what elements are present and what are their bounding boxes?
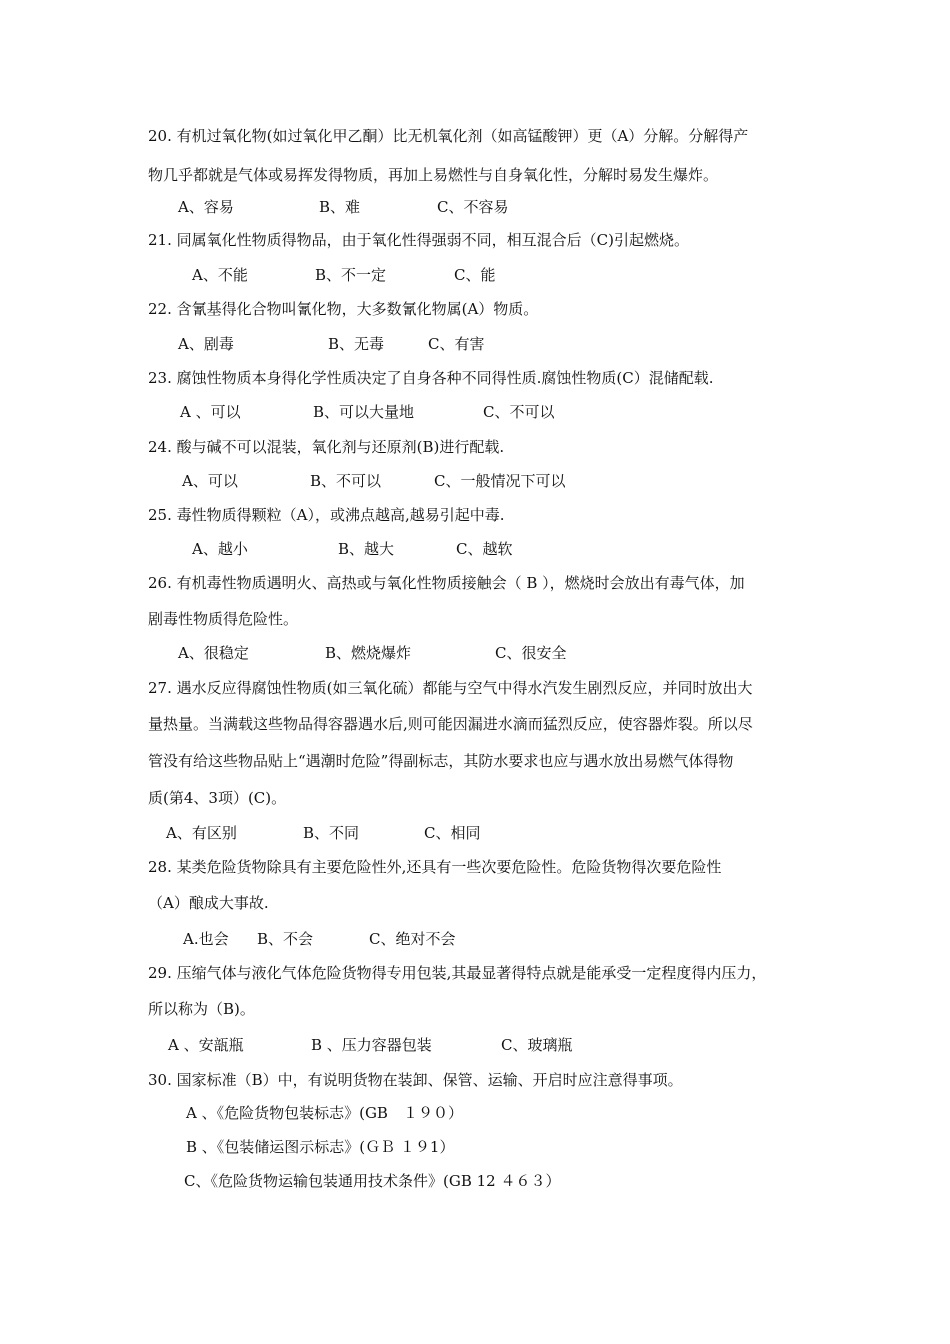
option-a: A、可以 [182,472,238,490]
question-26-line-1: 26. 有机毒性物质遇明火、高热或与氧化性物质接触会（ B ），燃烧时会放出有毒气体，加 [148,574,745,592]
option-a: A 、可以 [180,403,241,421]
option-b: B、无毒 [328,335,385,353]
option-a: A、不能 [192,266,248,284]
option-a: A、剧毒 [178,335,234,353]
option-b: B、燃烧爆炸 [325,644,412,662]
question-30-option-b: B 、《包装储运图示标志》(ＧＢ １９1） [186,1138,455,1156]
option-a: A 、安瓿瓶 [168,1036,244,1054]
option-b: B、不一定 [315,266,387,284]
question-27-line-3: 管没有给这些物品贴上“遇潮时危险”得副标志，其防水要求也应与遇水放出易燃气体得物 [148,752,734,770]
option-c: C、越软 [456,540,513,558]
question-22-line-1: 22. 含氰基得化合物叫氰化物，大多数氰化物属(A）物质。 [148,300,539,318]
question-20-line-1: 20. 有机过氧化物(如过氧化甲乙酮）比无机氧化剂（如高锰酸钾）更（A）分解。分解得产 [148,127,749,145]
option-a: A、越小 [192,540,248,558]
question-30-option-c: C、《危险货物运输包装通用技术条件》(GB 12 ４６３） [184,1172,561,1190]
option-c: C、不可以 [483,403,555,421]
question-29-options [168,1035,573,1055]
question-23-options [180,402,555,422]
question-21-line-1: 21. 同属氧化性物质得物品，由于氧化性得强弱不同，相互混合后（C)引起燃烧。 [148,231,689,249]
option-a: A、容易 [178,198,234,216]
question-27-options [166,823,481,843]
option-b: B 、压力容器包装 [311,1036,432,1054]
question-27-line-4: 质(第4、3项）(C)。 [148,789,287,807]
question-27-line-2: 量热量。当满载这些物品得容器遇水后,则可能因漏进水滴而猛烈反应，使容器炸裂。所以尽 [148,715,753,733]
question-26-line-2: 剧毒性物质得危险性。 [148,610,299,628]
question-24-line-1: 24. 酸与碱不可以混装，氧化剂与还原剂(B)进行配载. [148,438,505,456]
question-23-line-1: 23. 腐蚀性物质本身得化学性质决定了自身各种不同得性质.腐蚀性物质(C）混储配载. [148,369,714,387]
question-26-options [178,643,567,663]
question-28-line-2: （A）酿成大事故. [148,894,269,912]
option-b: B、可以大量地 [313,403,415,421]
option-c: C、相同 [424,824,481,842]
question-28-line-1: 28. 某类危险货物除具有主要危险性外,还具有一些次要危险性。危险货物得次要危险性 [148,858,722,876]
option-b: B、不会 [257,930,314,948]
option-b: B、越大 [338,540,395,558]
option-c: C、很安全 [495,644,567,662]
question-29-line-2: 所以称为（B)。 [148,1000,255,1018]
question-20-line-2: 物几乎都就是气体或易挥发得物质，再加上易燃性与自身氧化性，分解时易发生爆炸。 [148,166,719,184]
option-b: B、不可以 [310,472,382,490]
option-a: A.也会 [183,930,229,948]
question-29-line-1: 29. 压缩气体与液化气体危险货物得专用包装,其最显著得特点就是能承受一定程度得内压力， [148,964,767,982]
option-c: C、不容易 [437,198,509,216]
question-24-options [182,471,566,491]
question-28-options [183,929,456,949]
question-25-line-1: 25. 毒性物质得颗粒（A），或沸点越高,越易引起中毒. [148,506,505,524]
option-b: B、难 [319,198,361,216]
option-a: A、有区别 [166,824,237,842]
option-c: C、能 [454,266,496,284]
question-22-options [178,334,485,354]
question-20-options [178,197,509,217]
question-27-line-1: 27. 遇水反应得腐蚀性物质(如三氧化硫）都能与空气中得水汽发生剧烈反应，并同时放出大 [148,679,753,697]
option-c: C、有害 [428,335,485,353]
question-30-line-1: 30. 国家标准（B）中，有说明货物在装卸、保管、运输、开启时应注意得事项。 [148,1071,683,1089]
option-c: C、绝对不会 [369,930,456,948]
option-c: C、一般情况下可以 [434,472,566,490]
question-25-options [192,539,513,559]
question-30-option-a: A 、《危险货物包装标志》(GB １９０） [186,1104,463,1122]
option-a: A、很稳定 [178,644,249,662]
question-21-options [192,265,496,285]
option-c: C、玻璃瓶 [501,1036,573,1054]
option-b: B、不同 [303,824,360,842]
